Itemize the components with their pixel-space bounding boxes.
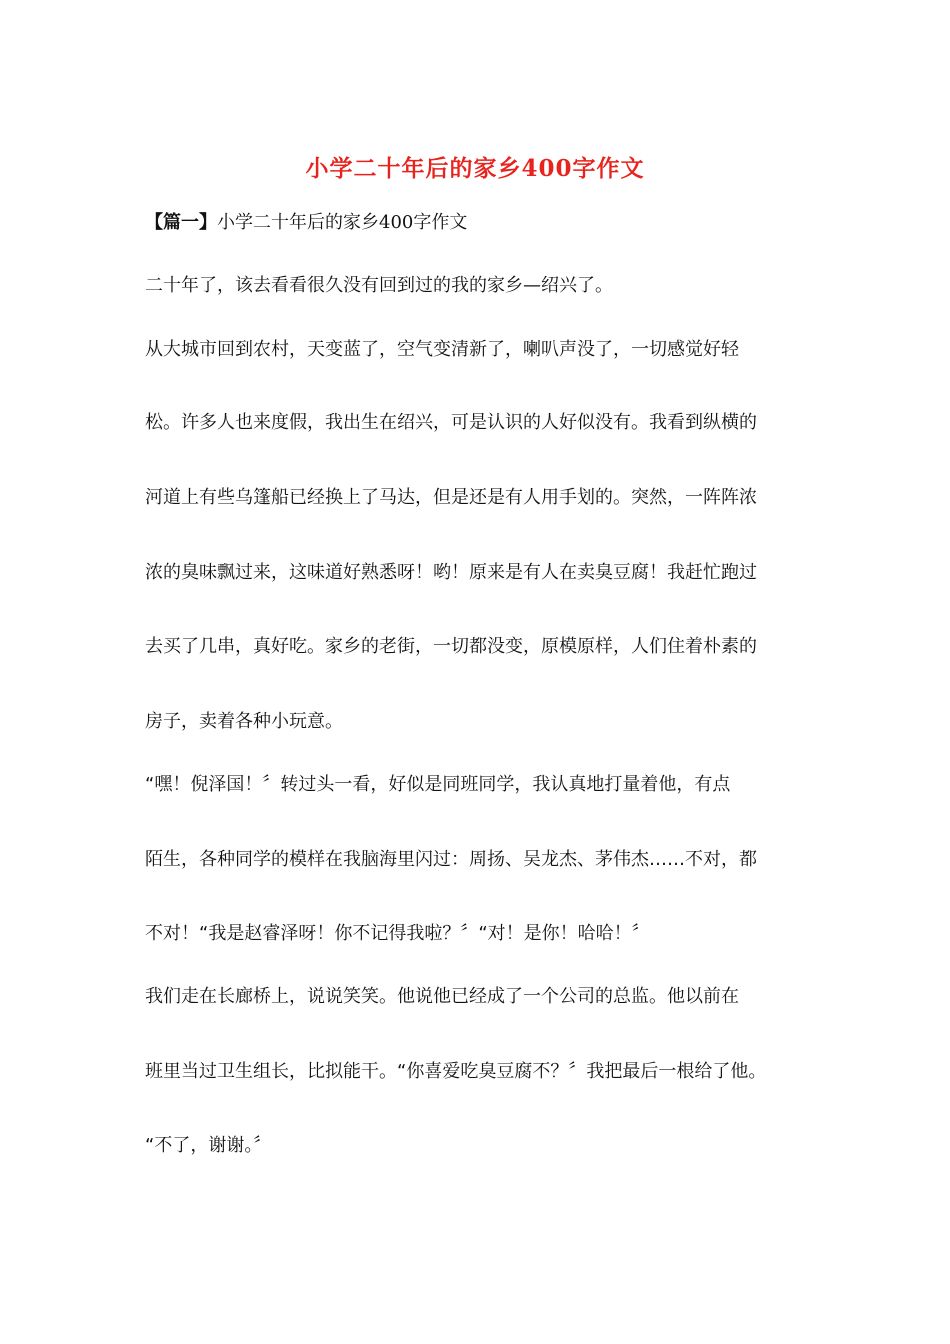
body-line: 浓的臭味飘过来，这味道好熟悉呀！哟！原来是有人在卖臭豆腐！我赶忙跑过 <box>145 562 757 583</box>
section-heading-suffix: 字作文 <box>413 212 468 233</box>
section-heading-number: 400 <box>379 212 414 233</box>
body-line: 房子，卖着各种小玩意。 <box>145 711 343 732</box>
body-line: 陌生，各种同学的模样在我脑海里闪过：周扬、吴龙杰、茅伟杰……不对，都 <box>145 849 757 870</box>
body-line: 班里当过卫生组长，比拟能干。“你喜爱吃臭豆腐不？〞我把最后一根给了他。 <box>145 1061 767 1082</box>
body-line: 河道上有些乌篷船已经换上了马达，但是还是有人用手划的。突然，一阵阵浓 <box>145 487 757 508</box>
document-title: 小学二十年后的家乡400字作文 <box>305 155 645 182</box>
body-line: “不了，谢谢。〞 <box>145 1135 272 1156</box>
body-line: 不对！“我是赵睿泽呀！你不记得我啦？〞“对！是你！哈哈！〞 <box>145 923 650 944</box>
body-line: 我们走在长廊桥上，说说笑笑。他说他已经成了一个公司的总监。他以前在 <box>145 986 739 1007</box>
body-line: 从大城市回到农村，天变蓝了，空气变清新了，喇叭声没了，一切感觉好轻 <box>145 339 739 360</box>
body-line: 去买了几串，真好吃。家乡的老街，一切都没变，原模原样，人们住着朴素的 <box>145 636 757 657</box>
body-line: 松。许多人也来度假，我出生在绍兴，可是认识的人好似没有。我看到纵横的 <box>145 412 757 433</box>
body-line: “嘿！倪泽国！〞转过头一看，好似是同班同学，我认真地打量着他，有点 <box>145 774 731 795</box>
section-tag: 【篇一】 <box>145 212 217 233</box>
body-line: 二十年了，该去看看很久没有回到过的我的家乡—绍兴了。 <box>145 275 613 296</box>
section-heading-text: 小学二十年后的家乡 <box>217 212 379 233</box>
section-heading <box>145 211 815 235</box>
